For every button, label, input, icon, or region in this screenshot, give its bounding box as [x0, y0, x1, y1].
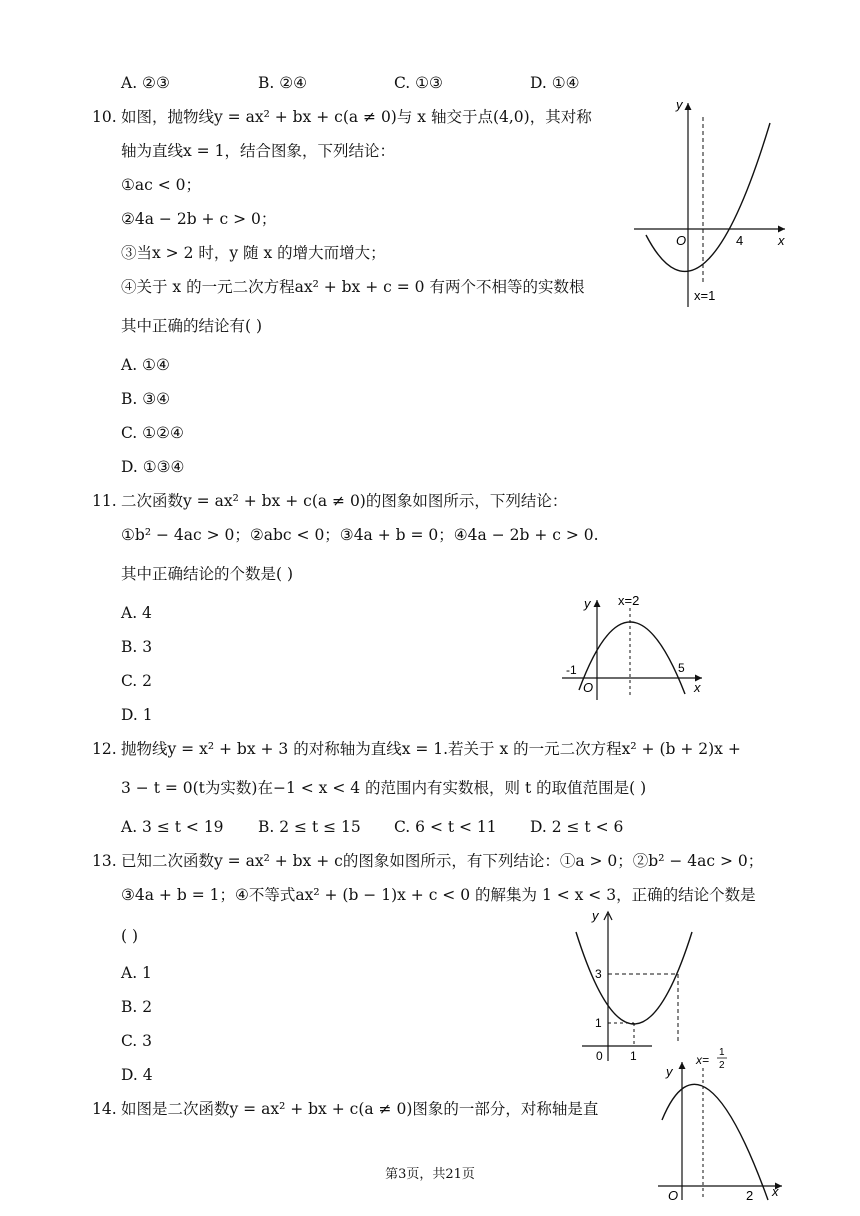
q12-option-a[interactable]: A. 3 ≤ t < 19	[121, 818, 224, 836]
q10-stem-line2: 轴为直线x = 1，结合图象，下列结论：	[121, 142, 395, 160]
q10-claim-2: ②4a − 2b + c > 0；	[121, 210, 277, 228]
q11-right-root-label: 5	[678, 661, 685, 675]
q11-number: 11.	[92, 492, 117, 510]
q13-number: 13.	[92, 852, 117, 870]
q13-y-tick-3: 3	[595, 967, 602, 981]
q10-stem: 如图，抛物线y = ax² + bx + c(a ≠ 0)与 x 轴交于点(4,0)，其对称	[121, 108, 592, 126]
q9-option-a: A. ②③	[121, 74, 170, 92]
q10-claim-3: ③当x > 2 时，y 随 x 的增大而增大；	[121, 244, 386, 262]
q12-option-c[interactable]: C. 6 < t < 11	[394, 818, 497, 836]
q13-y-tick-1: 1	[595, 1016, 602, 1030]
q10-claim-4: ④关于 x 的一元二次方程ax² + bx + c = 0 有两个不相等的实数根	[121, 278, 585, 296]
q14-origin-label: O	[668, 1188, 679, 1203]
q14-axis-denominator: 2	[719, 1060, 725, 1071]
q9-option-c: C. ①③	[394, 74, 443, 92]
q14-y-label: y	[666, 1064, 673, 1079]
q11-option-b[interactable]: B. 3	[121, 638, 153, 656]
q12-option-b[interactable]: B. 2 ≤ t ≤ 15	[258, 818, 361, 836]
q11-claims: ①b² − 4ac > 0；②abc < 0；③4a + b = 0；④4a − 2b + c > 0.	[121, 526, 599, 544]
q13-option-a[interactable]: A. 1	[121, 964, 152, 982]
q13-option-d[interactable]: D. 4	[121, 1066, 153, 1084]
q13-option-b[interactable]: B. 2	[121, 998, 153, 1016]
q12-option-d[interactable]: D. 2 ≤ t < 6	[530, 818, 624, 836]
q11-y-label: y	[584, 596, 591, 611]
q13-option-c[interactable]: C. 3	[121, 1032, 153, 1050]
q11-option-a[interactable]: A. 4	[121, 604, 152, 622]
q10-y-label: y	[676, 97, 683, 112]
q11-left-root-label: -1	[566, 663, 577, 677]
q12-number: 12.	[92, 740, 117, 758]
q10-origin-label: O	[676, 233, 687, 248]
q11-option-d[interactable]: D. 1	[121, 706, 153, 724]
q12-stem-line2: 3 − t = 0(t为实数)在−1 < x < 4 的范围内有实数根，则 t 的取值范围是( )	[121, 779, 647, 797]
q10-x-label: x	[778, 233, 785, 248]
q13-y-label: y	[592, 908, 599, 923]
q10-parabola-graph	[630, 95, 800, 310]
page-footer: 第3页，共21页	[385, 1167, 475, 1182]
q10-axis-label: x=1	[694, 288, 716, 303]
q14-x-label: x	[772, 1184, 779, 1199]
q14-axis-label: x=	[696, 1053, 710, 1067]
q13-parabola-curve	[576, 932, 692, 1024]
q12-stem: 抛物线y = x² + bx + 3 的对称轴为直线x = 1.若关于 x 的一元二次方程x² + (b + 2)x +	[121, 740, 741, 758]
q13-x-tick-1: 1	[630, 1049, 637, 1063]
q10-claim-1: ①ac < 0；	[121, 176, 202, 194]
q10-option-d[interactable]: D. ①③④	[121, 458, 185, 476]
q11-question: 其中正确结论的个数是( )	[121, 565, 294, 583]
q10-option-c[interactable]: C. ①②④	[121, 424, 184, 442]
q10-parabola-curve	[646, 123, 770, 271]
q14-root-label: 2	[746, 1188, 754, 1203]
q10-question: 其中正确的结论有( )	[121, 317, 263, 335]
q14-number: 14.	[92, 1100, 117, 1118]
q10-option-a[interactable]: A. ①④	[121, 356, 170, 374]
q14-axis-numerator: 1	[719, 1047, 725, 1058]
q11-x-label: x	[694, 680, 701, 695]
q11-origin-label: O	[583, 680, 594, 695]
q9-option-b: B. ②④	[258, 74, 308, 92]
q13-origin-label: 0	[596, 1049, 603, 1063]
q13-question: ( )	[121, 927, 139, 945]
q11-parabola-graph	[560, 592, 710, 702]
q10-number: 10.	[92, 108, 117, 126]
q11-stem: 二次函数y = ax² + bx + c(a ≠ 0)的图象如图所示，下列结论：	[121, 492, 568, 510]
q13-stem: 已知二次函数y = ax² + bx + c的图象如图所示，有下列结论：①a > 0；②b² − 4ac > 0；	[121, 852, 764, 870]
q11-parabola-curve	[579, 622, 685, 694]
q10-option-b[interactable]: B. ③④	[121, 390, 171, 408]
q11-axis-label: x=2	[618, 593, 640, 608]
q9-option-d: D. ①④	[530, 74, 580, 92]
q10-root-label: 4	[736, 233, 744, 248]
q13-stem-line2: ③4a + b = 1；④不等式ax² + (b − 1)x + c < 0 的解集为 1 < x < 3，正确的结论个数是	[121, 886, 756, 904]
q11-option-c[interactable]: C. 2	[121, 672, 153, 690]
q14-parabola-curve	[662, 1084, 768, 1200]
q14-stem: 如图是二次函数y = ax² + bx + c(a ≠ 0)图象的一部分，对称轴是直	[121, 1100, 599, 1118]
